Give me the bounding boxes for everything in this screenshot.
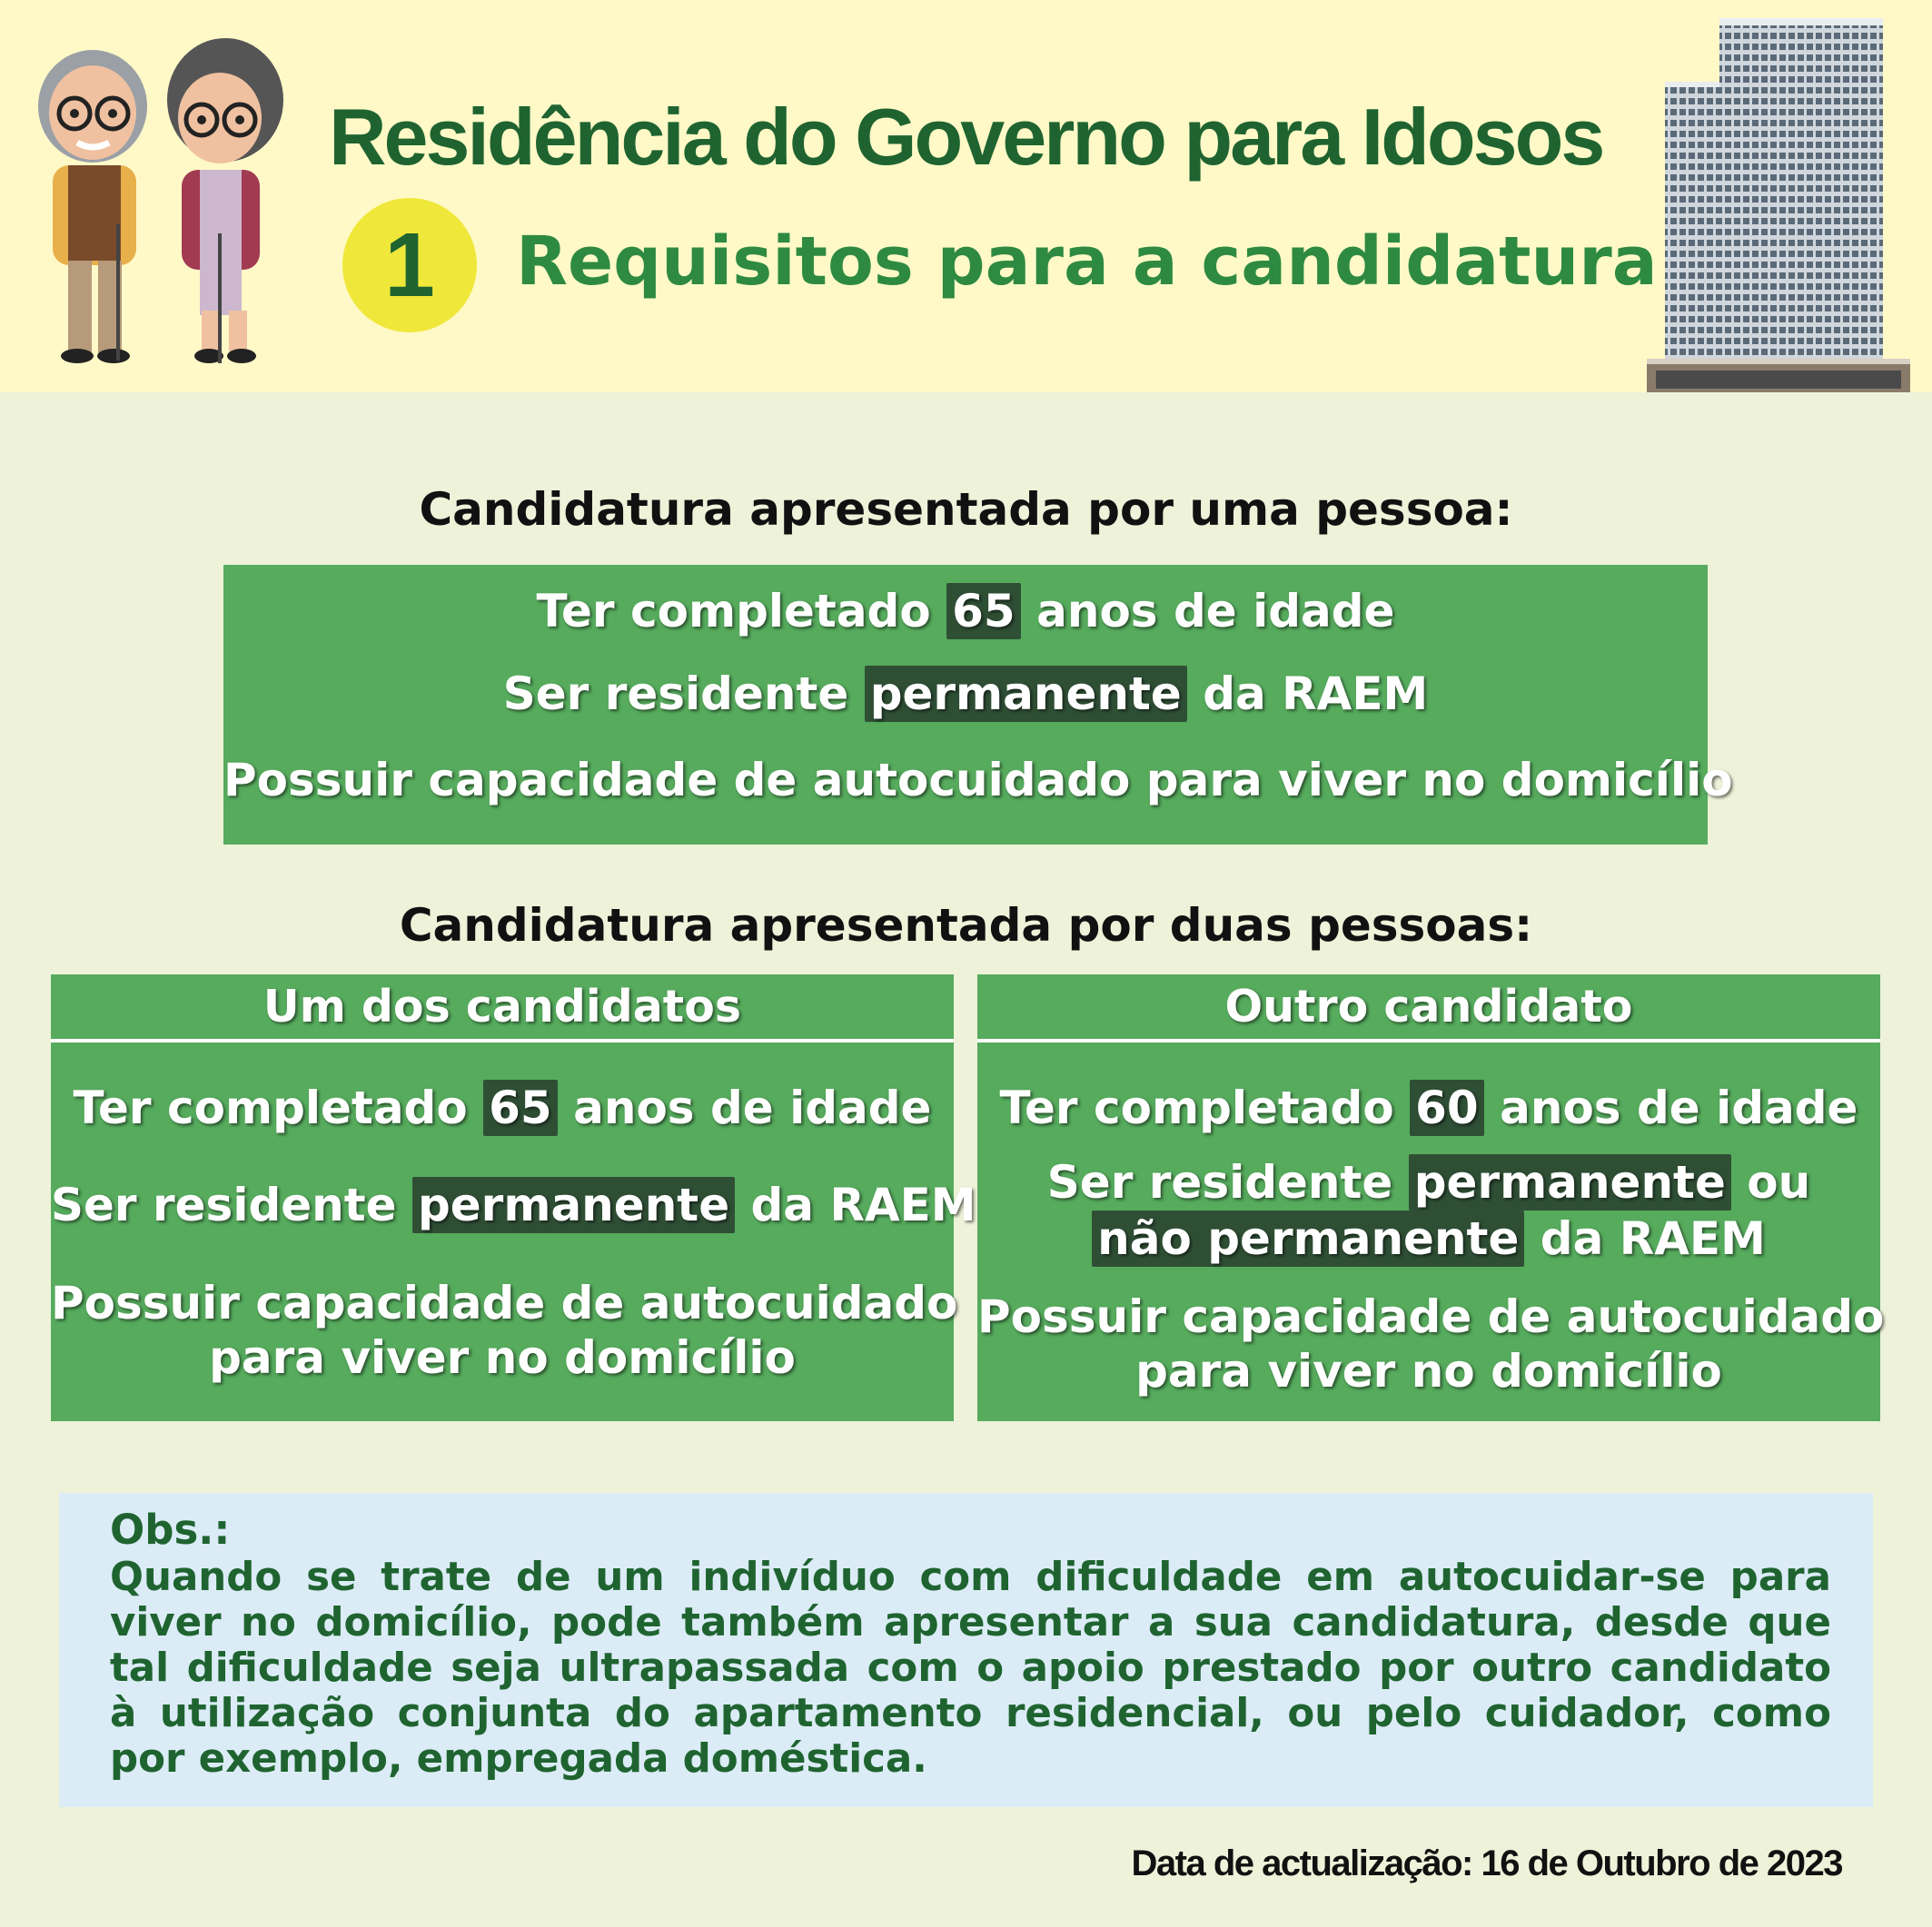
single-applicant-heading: Candidatura apresentada por uma pessoa: bbox=[419, 483, 1513, 536]
second-candidate-box bbox=[977, 974, 1885, 1421]
first-candidate-selfcare-line2: para viver no domicílio bbox=[209, 1331, 796, 1384]
highlight-residency: permanente bbox=[412, 1177, 735, 1233]
second-candidate-selfcare-line1: Possuir capacidade de autocuidado bbox=[977, 1290, 1885, 1343]
first-candidate-box bbox=[51, 974, 976, 1421]
page-title: Residência do Governo para Idosos bbox=[329, 92, 1603, 182]
first-candidate-header: Um dos candidatos bbox=[51, 974, 954, 1043]
second-candidate-selfcare-line2: para viver no domicílio bbox=[1135, 1345, 1722, 1398]
first-candidate-residency-requirement: Ser residente permanente da RAEM bbox=[51, 1179, 976, 1231]
single-requirements-box bbox=[223, 565, 1733, 845]
single-residency-requirement: Ser residente permanente da RAEM bbox=[502, 667, 1429, 720]
step-number-badge: 1 bbox=[342, 198, 477, 332]
first-candidate-age-requirement: Ter completado 65 anos de idade bbox=[73, 1082, 932, 1134]
second-candidate-header: Outro candidato bbox=[977, 974, 1880, 1043]
observation-note bbox=[59, 1493, 1873, 1807]
residential-tower-illustration bbox=[1642, 9, 1915, 392]
highlight-age: 60 bbox=[1410, 1080, 1484, 1136]
second-candidate-residency-line1: Ser residente permanente ou bbox=[1046, 1156, 1811, 1209]
observation-text: Quando se trate de um indivíduo com dificuldade em autocuidar-se para viver no domicílio, pode também apresentar a sua candidatura, desde que tal dificuldade seja ultrapassada com o apoio prestado por outro candidato à utilização conjunta do apartamento residencial, ou pelo cuidador, como por exemplo, empregada doméstica. bbox=[110, 1555, 1831, 1782]
second-candidate-age-requirement: Ter completado 60 anos de idade bbox=[999, 1082, 1858, 1134]
elderly-couple-illustration bbox=[27, 20, 300, 374]
highlight-age: 65 bbox=[483, 1080, 558, 1136]
single-age-requirement: Ter completado 65 anos de idade bbox=[536, 585, 1395, 637]
highlight-non-permanent: não permanente bbox=[1092, 1211, 1524, 1267]
highlight-permanent: permanente bbox=[1409, 1154, 1731, 1211]
page-subtitle: Requisitos para a candidatura bbox=[516, 222, 1658, 301]
single-selfcare-requirement: Possuir capacidade de autocuidado para viver no domicílio bbox=[223, 754, 1733, 806]
first-candidate-selfcare-line1: Possuir capacidade de autocuidado bbox=[51, 1277, 958, 1329]
observation-label: Obs.: bbox=[110, 1506, 231, 1554]
second-candidate-residency-line2: não permanente da RAEM bbox=[977, 1212, 1880, 1265]
update-date: Data de actualização: 16 de Outubro de 2023 bbox=[1131, 1843, 1842, 1883]
highlight-age: 65 bbox=[946, 583, 1021, 639]
couple-applicant-heading: Candidatura apresentada por duas pessoas: bbox=[399, 899, 1533, 952]
header-banner bbox=[0, 0, 1932, 392]
highlight-residency: permanente bbox=[865, 666, 1187, 722]
